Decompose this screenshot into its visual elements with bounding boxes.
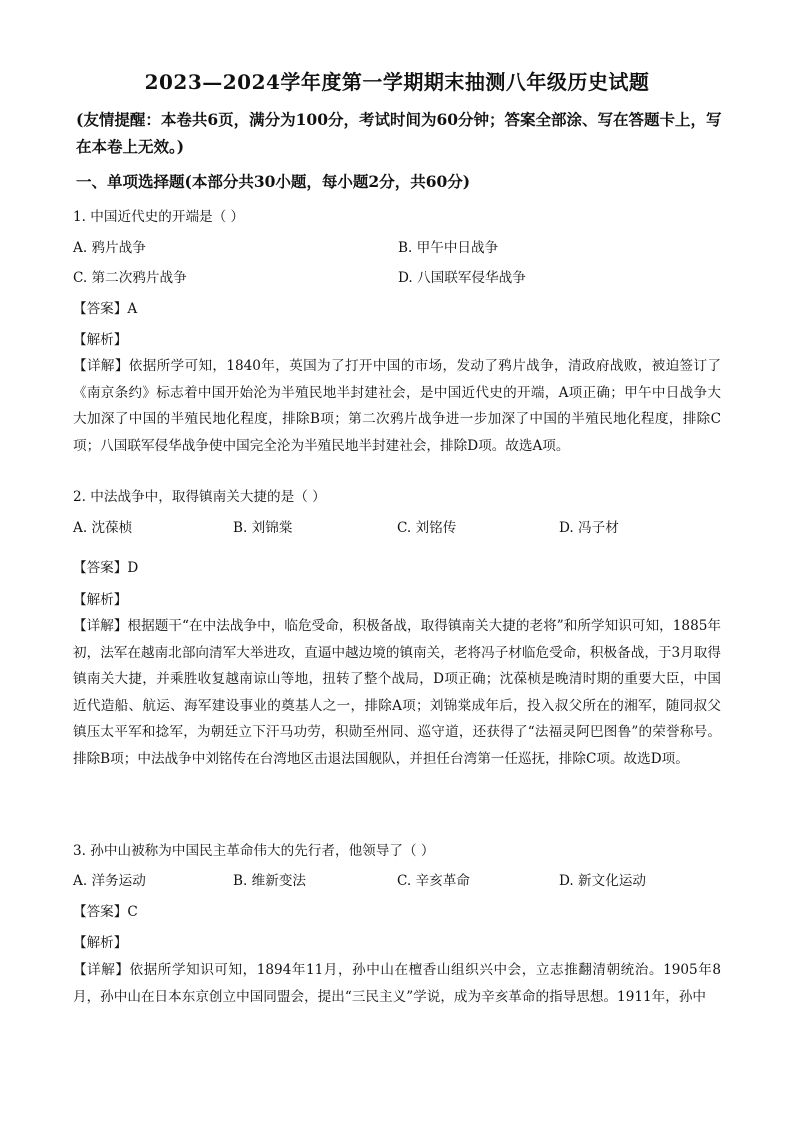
q1-answer: 【答案】A: [73, 301, 138, 317]
q3-option-d: D. 新文化运动: [559, 873, 647, 889]
q1-analysis-label: 【解析】: [73, 332, 128, 348]
q2-analysis-label: 【解析】: [73, 592, 128, 608]
q2-detail: 【详解】根据题干“在中法战争中，临危受命，积极备战，取得镇南关大捷的老将”和所学知识可知，1885年初，法军在越南北部向清军大举进攻，直逼中越边境的镇南关，老将冯子材临危受命，积极备战，于3月取得镇南关大捷，并乘胜收复越南谅山等地，扭转了整个战局，D项正确；沈葆桢是晚清时期的重要大臣，中国近代造船、航运、海军建设事业的奠基人之一，排除A项；刘锦棠成年后，投入叔父所在的湘军，随同叔父镇压太平军和捻军，为朝廷立下汗马功劳，积勋至州同、巡守道，还获得了“法福灵阿巴图鲁”的荣誉称号。排除B项；中法战争中刘铭传在台湾地区击退法国舰队，并担任台湾第一任巡抚，排除C项。故选D项。: [73, 618, 721, 767]
q3-answer: 【答案】C: [73, 904, 138, 920]
section-heading: 一、单项选择题(本部分共30小题，每小题2分，共60分): [76, 172, 471, 191]
q3-option-b: B. 维新变法: [233, 873, 307, 889]
q2-option-b: B. 刘锦棠: [233, 520, 293, 536]
page-title: 2023—2024学年度第一学期期末抽测八年级历史试题: [144, 70, 650, 94]
q1-detail: 【详解】依据所学可知，1840年，英国为了打开中国的市场，发动了鸦片战争，清政府战败，被迫签订了《南京条约》标志着中国开始沦为半殖民地半封建社会，是中国近代史的开端，A项正确；甲午中日战争大大加深了中国的半殖民地化程度，排除B项；第二次鸦片战争进一步加深了中国的半殖民地化程度，排除C项；八国联军侵华战争使中国完全沦为半殖民地半封建社会，排除D项。故选A项。: [73, 358, 721, 454]
q2-option-a: A. 沈葆桢: [73, 520, 133, 536]
q3-detail: 【详解】依据所学知识可知，1894年11月，孙中山在檀香山组织兴中会，立志推翻清朝统治。1905年8月，孙中山在日本东京创立中国同盟会，提出“三民主义”学说，成为辛亥革命的指导思想。1911年，孙中: [73, 962, 721, 1005]
q3-option-c: C. 辛亥革命: [397, 873, 470, 889]
q2-option-c: C. 刘铭传: [397, 520, 457, 536]
q1-option-a: A. 鸦片战争: [73, 240, 146, 256]
q2-answer: 【答案】D: [73, 560, 139, 576]
q1-option-c: C. 第二次鸦片战争: [73, 270, 187, 286]
q3-option-a: A. 洋务运动: [73, 873, 146, 889]
question-3-stem: 3. 孙中山被称为中国民主革命伟大的先行者，他领导了（ ）: [73, 843, 435, 859]
q1-option-d: D. 八国联军侵华战争: [398, 270, 526, 286]
q1-option-b: B. 甲午中日战争: [398, 240, 499, 256]
exam-notice: (友情提醒：本卷共6页，满分为100分，考试时间为60分钟；答案全部涂、写在答题卡上，写在本卷上无效。): [76, 110, 722, 156]
question-2-stem: 2. 中法战争中，取得镇南关大捷的是（ ）: [73, 489, 326, 505]
q3-analysis-label: 【解析】: [73, 935, 128, 951]
question-1-stem: 1. 中国近代史的开端是（ ）: [73, 209, 245, 225]
q2-option-d: D. 冯子材: [559, 520, 619, 536]
